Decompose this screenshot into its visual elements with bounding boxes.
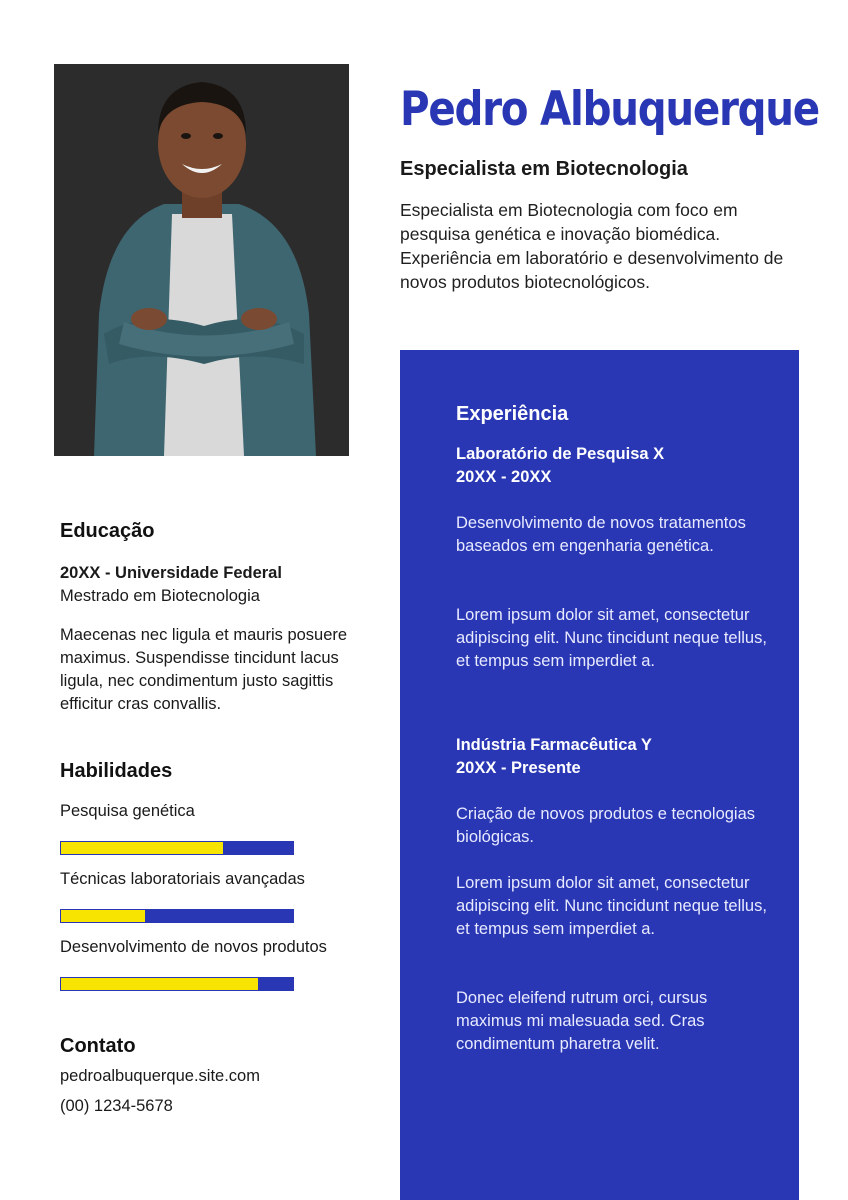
skill-bar-fill (61, 978, 258, 990)
job-period: 20XX - 20XX (456, 468, 552, 486)
contact-website[interactable]: pedroalbuquerque.site.com (60, 1067, 260, 1085)
experience-heading: Experiência (456, 403, 569, 425)
skills-heading: Habilidades (60, 760, 173, 782)
education-heading: Educação (60, 520, 155, 542)
skill-bar (60, 841, 294, 855)
job-details: Lorem ipsum dolor sit amet, consectetur adipiscing elit. Nunc tincidunt neque tellus, et tempus sem imperdiet a. (456, 606, 767, 670)
skill-bar (60, 977, 294, 991)
contact-heading: Contato (60, 1035, 136, 1057)
skill-bar (60, 909, 294, 923)
education-degree: Mestrado em Biotecnologia (60, 587, 260, 605)
job-summary: Criação de novos produtos e tecnologias biológicas. (456, 805, 756, 846)
skill-label: Técnicas laboratoriais avançadas (60, 870, 305, 888)
education-description: Maecenas nec ligula et mauris posuere maximus. Suspendisse tincidunt lacus ligula, nec condimentum justo sagittis efficitur cras convallis. (60, 626, 348, 713)
job-title: Especialista em Biotecnologia (400, 158, 688, 180)
skill-bar-fill (61, 910, 145, 922)
contact-phone: (00) 1234-5678 (60, 1097, 173, 1115)
profile-summary: Especialista em Biotecnologia com foco em pesquisa genética e inovação biomédica. Experiência em laboratório e desenvolvimento de novos produtos biotecnológicos. (400, 200, 784, 292)
profile-photo (54, 64, 349, 456)
education-institution: 20XX - Universidade Federal (60, 564, 282, 582)
job-period: 20XX - Presente (456, 759, 581, 777)
skill-label: Desenvolvimento de novos produtos (60, 938, 327, 956)
job-company: Indústria Farmacêutica Y (456, 736, 652, 754)
person-name: Pedro Albuquerque (400, 82, 819, 137)
job-company: Laboratório de Pesquisa X (456, 445, 665, 463)
skill-bar-fill (61, 842, 223, 854)
job-extra: Donec eleifend rutrum orci, cursus maximus mi malesuada sed. Cras condimentum pharetra velit. (456, 989, 708, 1053)
experience-panel (400, 350, 799, 1200)
job-summary: Desenvolvimento de novos tratamentos baseados em engenharia genética. (456, 514, 746, 555)
skill-label: Pesquisa genética (60, 802, 195, 820)
job-details: Lorem ipsum dolor sit amet, consectetur adipiscing elit. Nunc tincidunt neque tellus, et tempus sem imperdiet a. (456, 874, 767, 938)
